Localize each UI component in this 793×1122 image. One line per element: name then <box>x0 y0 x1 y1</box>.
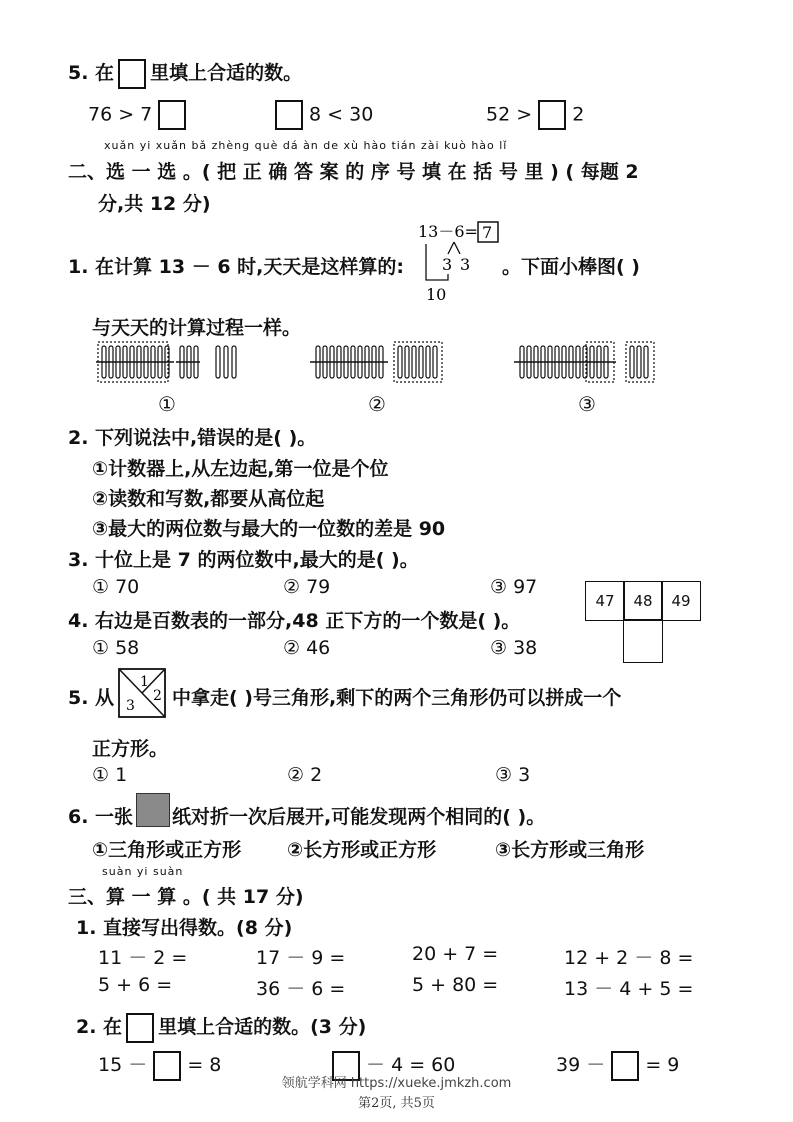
calc-item[interactable]: 20 + 7 = <box>412 943 499 965</box>
stick <box>412 346 416 378</box>
q3-option-1[interactable]: ① 70 <box>92 576 140 598</box>
s5-item-c: 52 > 2 <box>486 100 584 130</box>
q5-text-3: 正方形。 <box>92 738 169 760</box>
stick-figure-1 <box>94 338 294 388</box>
hundred-table-cell: 49 <box>661 581 701 621</box>
fill-item-3: 39 － = 9 <box>556 1050 679 1081</box>
q1-text: 1. 在计算 13 － 6 时,天天是这样算的: <box>68 256 404 278</box>
s3-q2-text: 2. 在 里填上合适的数。(3 分) <box>76 1012 366 1043</box>
s2-title-cont: 分,共 12 分) <box>98 193 211 215</box>
stick-figure-3 <box>512 338 662 388</box>
stick <box>216 346 220 378</box>
s3-q1-text: 1. 直接写出得数。(8 分) <box>76 917 293 939</box>
s3-title: 三、算 一 算 。( 共 17 分) <box>68 886 304 908</box>
q5-text: 5. 从 <box>68 687 115 709</box>
s5-item-a: 76 > 7 <box>88 100 186 130</box>
q3-text: 3. 十位上是 7 的两位数中,最大的是( )。 <box>68 549 419 571</box>
q2-text: 2. 下列说法中,错误的是( )。 <box>68 427 317 449</box>
triangle-label-3: 3 <box>126 698 135 714</box>
s3-pinyin: suàn yi suàn <box>102 865 184 878</box>
option-mark-1[interactable]: ① <box>158 392 176 416</box>
q6-option-3[interactable]: ③长方形或三角形 <box>495 839 645 861</box>
stick <box>224 346 228 378</box>
fill-box[interactable] <box>158 100 186 130</box>
fill-box[interactable] <box>538 100 566 130</box>
stick <box>232 346 236 378</box>
s2-title: 二、选 一 选 。( 把 正 确 答 案 的 序 号 填 在 括 号 里 ) ( 每题 2 <box>68 161 639 183</box>
q4-option-2[interactable]: ② 46 <box>283 637 331 659</box>
calc-diagram <box>418 218 508 308</box>
q2-option-1[interactable]: ①计数器上,从左边起,第一位是个位 <box>92 458 389 480</box>
stick <box>398 346 402 378</box>
footer-page-number: 第2页, 共5页 <box>358 1096 435 1111</box>
fill-box[interactable] <box>275 100 303 130</box>
s5-item-b: 8 < 30 <box>275 100 373 130</box>
calc-item[interactable]: 17 － 9 = <box>256 947 346 969</box>
q3-option-3[interactable]: ③ 97 <box>490 576 538 598</box>
q4-option-1[interactable]: ① 58 <box>92 637 140 659</box>
calc-ten: 10 <box>426 285 447 304</box>
stick <box>433 346 437 378</box>
q5-text-2: 中拿走( )号三角形,剩下的两个三角形仍可以拼成一个 <box>172 687 622 709</box>
q5-option-2[interactable]: ② 2 <box>287 764 323 786</box>
q6-text-2: 纸对折一次后展开,可能发现两个相同的( )。 <box>172 806 546 828</box>
calc-item[interactable]: 11 － 2 = <box>98 947 188 969</box>
q4-text: 4. 右边是百数表的一部分,48 正下方的一个数是( )。 <box>68 610 521 632</box>
gray-square-paper <box>136 793 170 827</box>
stick <box>426 346 430 378</box>
q4-option-3[interactable]: ③ 38 <box>490 637 538 659</box>
calc-item[interactable]: 13 － 4 + 5 = <box>564 978 694 1000</box>
stick <box>630 346 634 378</box>
fill-box[interactable] <box>126 1013 154 1043</box>
dashed-group-box <box>394 342 442 382</box>
calc-answer: 7 <box>482 223 493 242</box>
calc-split-b: 3 <box>460 255 471 274</box>
fill-item-2: － 4 = 60 <box>332 1050 455 1081</box>
calc-item[interactable]: 12 + 2 － 8 = <box>564 947 694 969</box>
q1-text-2: 。下面小棒图( ) <box>502 256 640 278</box>
stick <box>405 346 409 378</box>
fill-item-1: 15 － = 8 <box>98 1050 221 1081</box>
q2-option-3[interactable]: ③最大的两位数与最大的一位数的差是 90 <box>92 518 446 540</box>
q6-option-1[interactable]: ①三角形或正方形 <box>92 839 242 861</box>
hundred-table-cell: 47 <box>585 581 625 621</box>
calc-item[interactable]: 5 + 80 = <box>412 974 499 996</box>
fill-box[interactable] <box>118 59 146 89</box>
footer-watermark: 领航学科网 https://xueke.jmkzh.com <box>281 1076 512 1091</box>
option-mark-2[interactable]: ② <box>368 392 386 416</box>
q5-option-1[interactable]: ① 1 <box>92 764 128 786</box>
stick-figure-2 <box>308 338 458 388</box>
stick <box>637 346 641 378</box>
calc-item[interactable]: 5 + 6 = <box>98 974 173 996</box>
calc-item[interactable]: 36 － 6 = <box>256 978 346 1000</box>
q1-text-3: 与天天的计算过程一样。 <box>92 317 302 339</box>
option-mark-3[interactable]: ③ <box>578 392 596 416</box>
stick <box>644 346 648 378</box>
hundred-table-cell: 48 <box>623 581 663 621</box>
calc-split-a: 3 <box>442 255 453 274</box>
triangle-label-2: 2 <box>153 688 162 704</box>
calc-eq: 13－6= <box>418 222 478 241</box>
q5-option-3[interactable]: ③ 3 <box>495 764 531 786</box>
square-triangles-figure <box>118 668 166 718</box>
q6-text: 6. 一张 <box>68 806 134 828</box>
s2-pinyin: xuǎn yi xuǎn bǎ zhèng què dá àn de xù hào tián zài kuò hào lǐ <box>104 139 508 152</box>
hundred-table-answer-cell[interactable] <box>623 619 663 663</box>
q3-option-2[interactable]: ② 79 <box>283 576 331 598</box>
s5-title: 5. 在 里填上合适的数。 <box>68 58 302 89</box>
stick <box>419 346 423 378</box>
q2-option-2[interactable]: ②读数和写数,都要从高位起 <box>92 488 325 510</box>
q6-option-2[interactable]: ②长方形或正方形 <box>287 839 437 861</box>
triangle-label-1: 1 <box>140 674 149 690</box>
